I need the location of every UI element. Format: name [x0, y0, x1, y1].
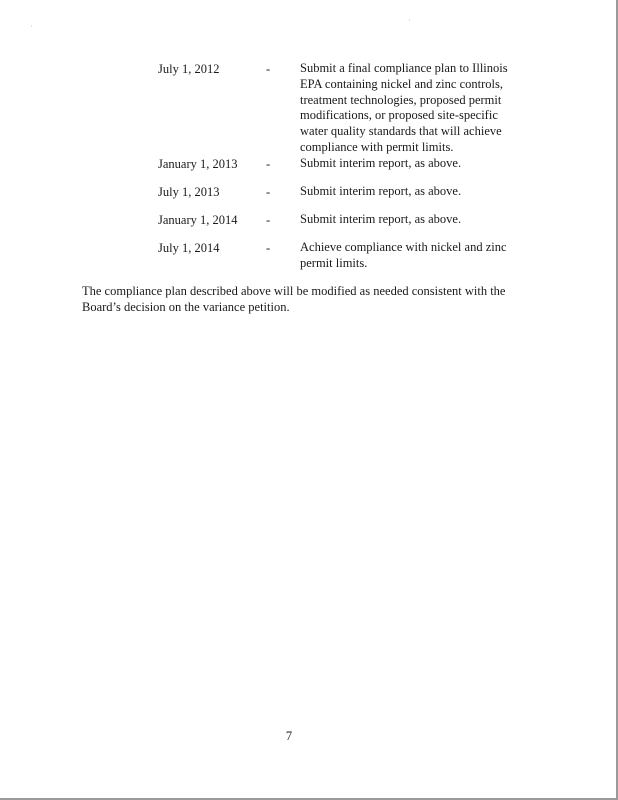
scan-artifact-mark: · [408, 15, 411, 25]
schedule-separator: - [266, 62, 271, 76]
compliance-schedule [0, 0, 618, 270]
schedule-date: January 1, 2013 [158, 157, 238, 171]
schedule-separator: - [266, 185, 271, 199]
schedule-separator: - [266, 213, 271, 227]
page-number: 7 [285, 729, 293, 743]
schedule-action: Submit interim report, as above. [300, 184, 462, 198]
schedule-action: Submit interim report, as above. [300, 212, 462, 226]
schedule-action: Submit a final compliance plan to Illinois EPA containing nickel and zinc controls, treatment technologies, proposed permit modifications, or proposed site-specific water quality standards that will achieve compliance with permit limits. [300, 61, 508, 154]
schedule-separator: - [266, 241, 271, 255]
schedule-date: January 1, 2014 [158, 213, 238, 227]
schedule-date: July 1, 2013 [158, 185, 220, 199]
scan-artifact-mark: · [30, 21, 33, 31]
schedule-date: July 1, 2012 [158, 62, 220, 76]
schedule-date: July 1, 2014 [158, 241, 220, 255]
schedule-action: Achieve compliance with nickel and zinc permit limits. [300, 240, 507, 270]
closing-paragraph: The compliance plan described above will be modified as needed consistent with the Board’s decision on the variance petition. [82, 284, 506, 314]
schedule-action: Submit interim report, as above. [300, 156, 462, 170]
schedule-separator: - [266, 157, 271, 171]
